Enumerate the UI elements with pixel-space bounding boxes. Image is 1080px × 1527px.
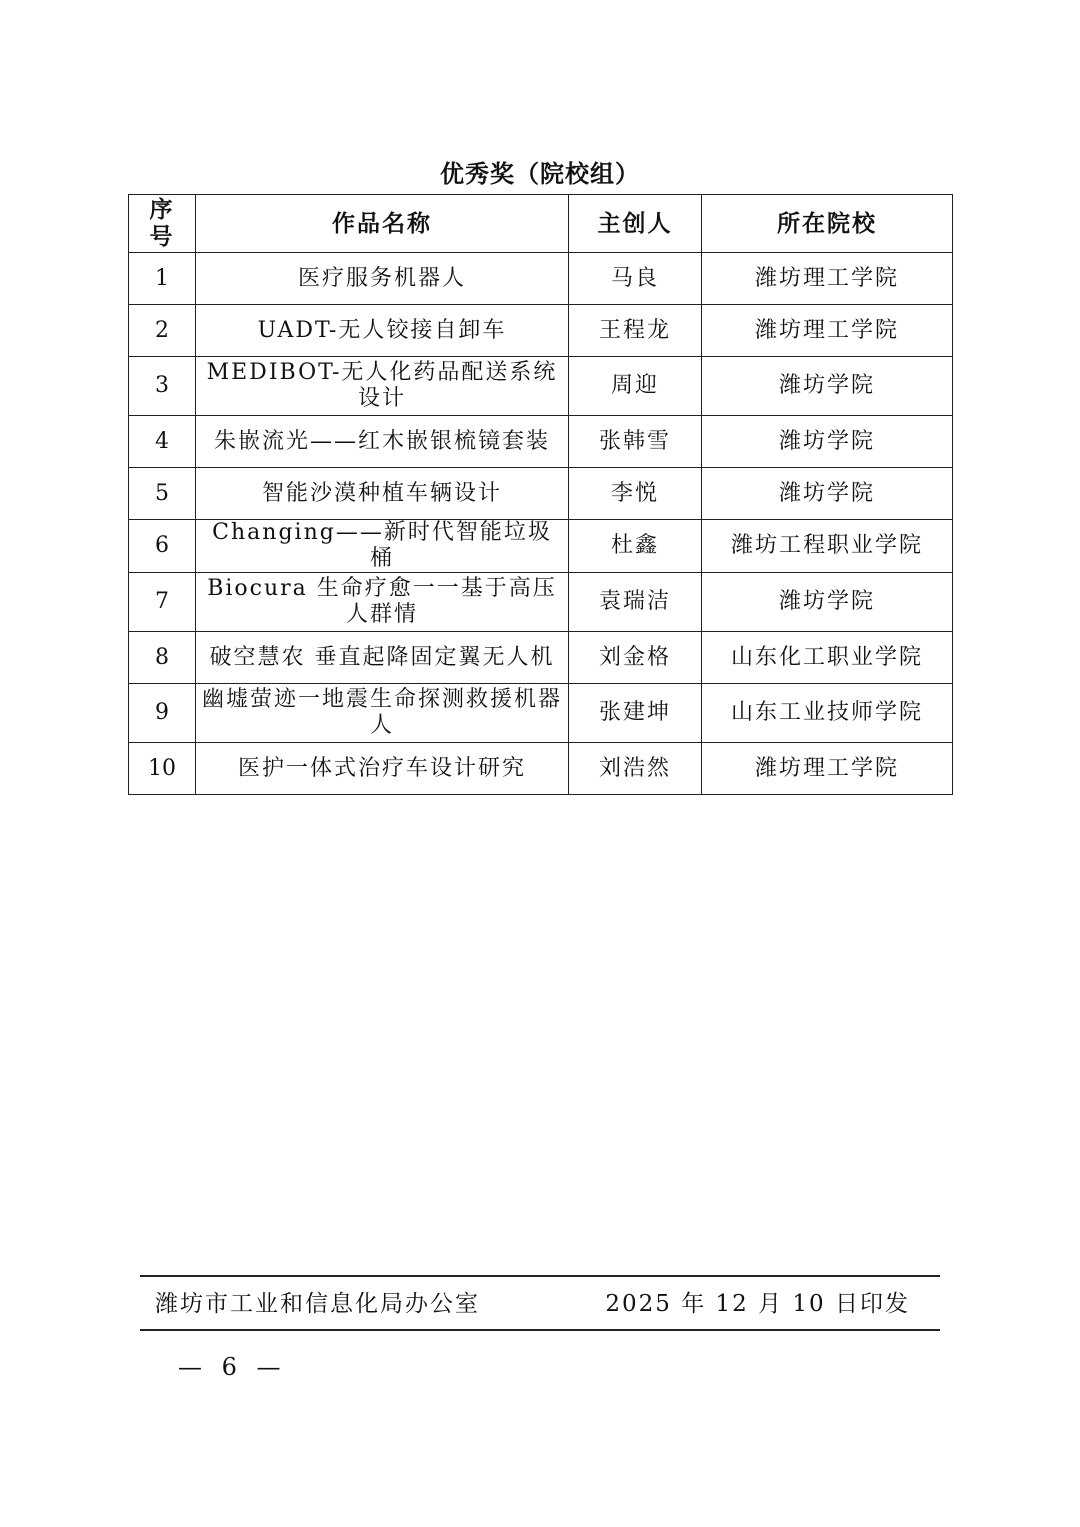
row-work-name: 医护一体式治疗车设计研究 [196, 743, 569, 795]
row-creator: 杜鑫 [569, 520, 702, 573]
header-number-char-2: 号 [149, 223, 175, 250]
row-creator: 周迎 [569, 357, 702, 416]
row-work-name: MEDIBOT-无人化药品配送系统设计 [196, 357, 569, 416]
footer-top-rule [140, 1275, 940, 1277]
row-school: 潍坊学院 [702, 357, 953, 416]
table-row [129, 684, 953, 743]
row-school: 潍坊工程职业学院 [702, 520, 953, 573]
footer-issue-date: 2025 年 12 月 10 日印发 [605, 1291, 910, 1317]
row-work-name: 智能沙漠种植车辆设计 [196, 468, 569, 520]
header-number [129, 195, 196, 253]
table-header-row [129, 195, 953, 253]
row-work-name: 医疗服务机器人 [196, 253, 569, 305]
table-row [129, 520, 953, 573]
row-work-name: 朱嵌流光——红木嵌银梳镜套装 [196, 416, 569, 468]
row-creator: 王程龙 [569, 305, 702, 357]
row-creator: 张建坤 [569, 684, 702, 743]
row-creator: 刘金格 [569, 632, 702, 684]
header-school: 所在院校 [702, 195, 953, 253]
header-creator: 主创人 [569, 195, 702, 253]
table-row [129, 632, 953, 684]
page-number: — 6 — [178, 1353, 287, 1381]
header-work-name: 作品名称 [196, 195, 569, 253]
header-number-char-1: 序 [149, 196, 175, 223]
row-number: 7 [129, 573, 196, 632]
row-number: 2 [129, 305, 196, 357]
table-row [129, 357, 953, 416]
row-number: 1 [129, 253, 196, 305]
row-number: 4 [129, 416, 196, 468]
row-number: 5 [129, 468, 196, 520]
award-table [128, 194, 953, 795]
row-work-name: Changing——新时代智能垃圾桶 [196, 520, 569, 573]
table-row [129, 468, 953, 520]
table-row [129, 305, 953, 357]
section-title: 优秀奖（院校组） [440, 160, 640, 188]
footer-issuer: 潍坊市工业和信息化局办公室 [155, 1291, 480, 1317]
row-work-name: 幽墟萤迹一地震生命探测救援机器人 [196, 684, 569, 743]
footer-bottom-rule [140, 1329, 940, 1331]
row-school: 潍坊学院 [702, 416, 953, 468]
row-number: 8 [129, 632, 196, 684]
row-work-name: UADT-无人铰接自卸车 [196, 305, 569, 357]
row-school: 潍坊理工学院 [702, 305, 953, 357]
row-school: 潍坊学院 [702, 573, 953, 632]
table-row [129, 573, 953, 632]
row-number: 10 [129, 743, 196, 795]
row-creator: 李悦 [569, 468, 702, 520]
row-work-name: 破空慧农 垂直起降固定翼无人机 [196, 632, 569, 684]
row-number: 3 [129, 357, 196, 416]
row-school: 山东工业技师学院 [702, 684, 953, 743]
table-row [129, 743, 953, 795]
table-row [129, 416, 953, 468]
table-row [129, 253, 953, 305]
row-number: 9 [129, 684, 196, 743]
row-number: 6 [129, 520, 196, 573]
row-creator: 马良 [569, 253, 702, 305]
row-creator: 刘浩然 [569, 743, 702, 795]
row-school: 潍坊理工学院 [702, 253, 953, 305]
row-school: 潍坊理工学院 [702, 743, 953, 795]
row-work-name: Biocura 生命疗愈一一基于高压人群情 [196, 573, 569, 632]
row-creator: 张韩雪 [569, 416, 702, 468]
row-school: 山东化工职业学院 [702, 632, 953, 684]
row-creator: 袁瑞洁 [569, 573, 702, 632]
row-school: 潍坊学院 [702, 468, 953, 520]
